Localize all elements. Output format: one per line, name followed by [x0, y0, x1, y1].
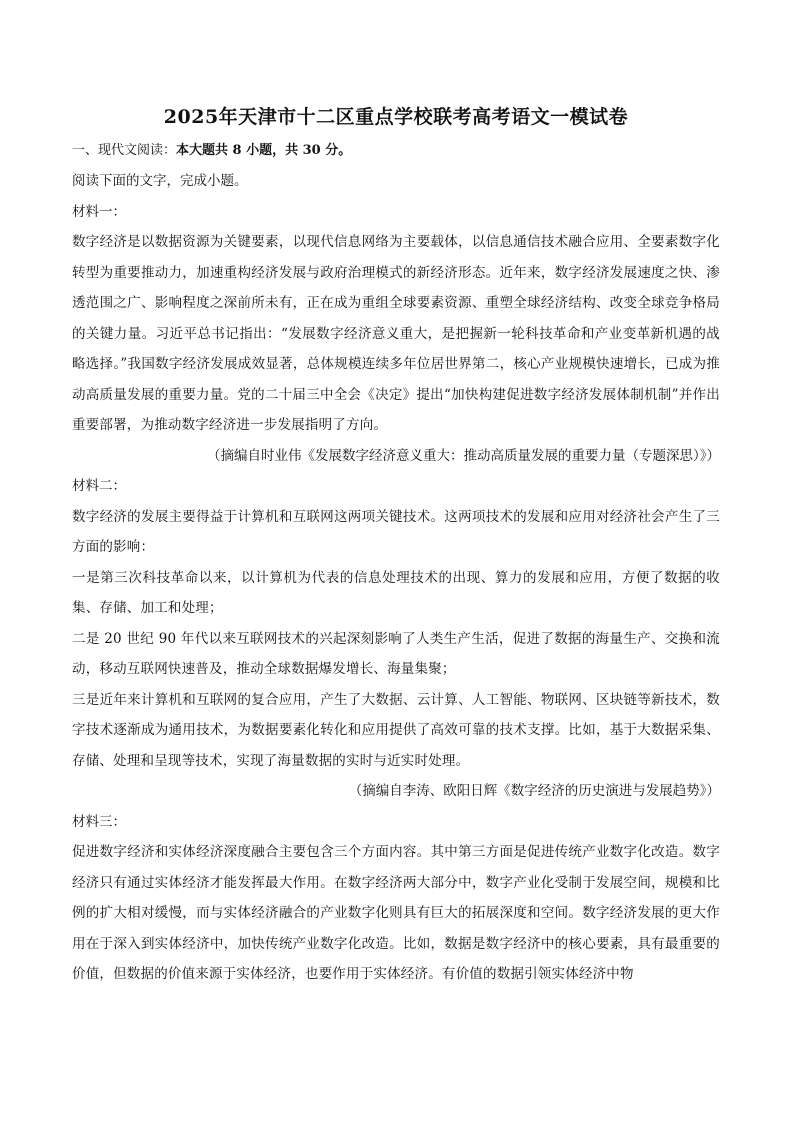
exam-title: 2025年天津市十二区重点学校联考高考语文一模试卷	[163, 106, 629, 128]
material-2-label: 材料二：	[72, 478, 126, 494]
material-1-paragraph-1: 数字经济是以数据资源为关键要素，以现代信息网络为主要载体，以信息通信技术融合应用、全要素数字化转型为重要推动力，加速重构经济发展与政府治理模式的新经济形态。近年来，数字经济发展速度之快、渗透范围之广、影响程度之深前所未有，正在成为重组全球要素资源、重塑全球经济结构、改变全球竞争格局的关键力量。习近平总书记指出：“发展数字经济意义重大，是把握新一轮科技革命和产业变革新机遇的战略选择。”我国数字经济发展成效显著，总体规模连续多年位居世界第二，核心产业规模快速增长，已成为推动高质量发展的重要力量。党的二十届三中全会《决定》提出“加快构建促进数字经济发展体制机制”并作出重要部署，为推动数字经济进一步发展指明了方向。	[72, 234, 720, 433]
material-2-source: （摘编自李涛、欧阳日辉《数字经济的历史演进与发展趋势》）	[348, 783, 720, 799]
material-2-paragraph-2: 一是第三次科技革命以来，以计算机为代表的信息处理技术的出现、算力的发展和应用，方便了数据的收集、存储、加工和处理；	[72, 569, 720, 616]
material-2-paragraph-1: 数字经济的发展主要得益于计算机和互联网这两项关键技术。这两项技术的发展和应用对经济社会产生了三方面的影响：	[72, 508, 720, 555]
document-page	[72, 104, 720, 990]
reading-instruction: 阅读下面的文字，完成小题。	[72, 173, 248, 189]
section-heading	[72, 138, 720, 164]
section-prefix: 一、现代文阅读：	[72, 143, 177, 158]
material-2-paragraph-4: 三是近年来计算机和互联网的复合应用，产生了大数据、云计算、人工智能、物联网、区块链等新技术，数字技术逐渐成为通用技术，为数据要素化转化和应用提供了高效可靠的技术支撑。比如，基于大数据采集、存储、处理和呈现等技术，实现了海量数据的实时与近实时处理。	[72, 691, 720, 769]
material-1-label: 材料一：	[72, 203, 126, 220]
material-3-label: 材料三：	[72, 813, 126, 830]
material-1-source: （摘编自时业伟《发展数字经济意义重大：推动高质量发展的重要力量（专题深思）》）	[207, 447, 720, 464]
material-3-paragraph-1: 促进数字经济和实体经济深度融合主要包含三个方面内容。其中第三方面是促进传统产业数字化改造。数字经济只有通过实体经济才能发挥最大作用。在数字经济两大部分中，数字产业化受制于发展空间，规模和比例的扩大相对缓慢，而与实体经济融合的产业数字化则具有巨大的拓展深度和空间。数字经济发展的更大作用在于深入到实体经济中，加快传统产业数字化改造。比如，数据是数字经济中的核心要素，具有最重要的价值，但数据的价值来源于实体经济，也要作用于实体经济。有价值的数据引领实体经济中物	[72, 844, 720, 982]
material-2-paragraph-3: 二是 20 世纪 90 年代以来互联网技术的兴起深刻影响了人类生产生活，促进了数据的海量生产、交换和流动，移动互联网快速普及，推动全球数据爆发增长、海量集聚；	[72, 630, 720, 677]
section-detail: 本大题共 8 小题，共 30 分。	[176, 143, 352, 158]
